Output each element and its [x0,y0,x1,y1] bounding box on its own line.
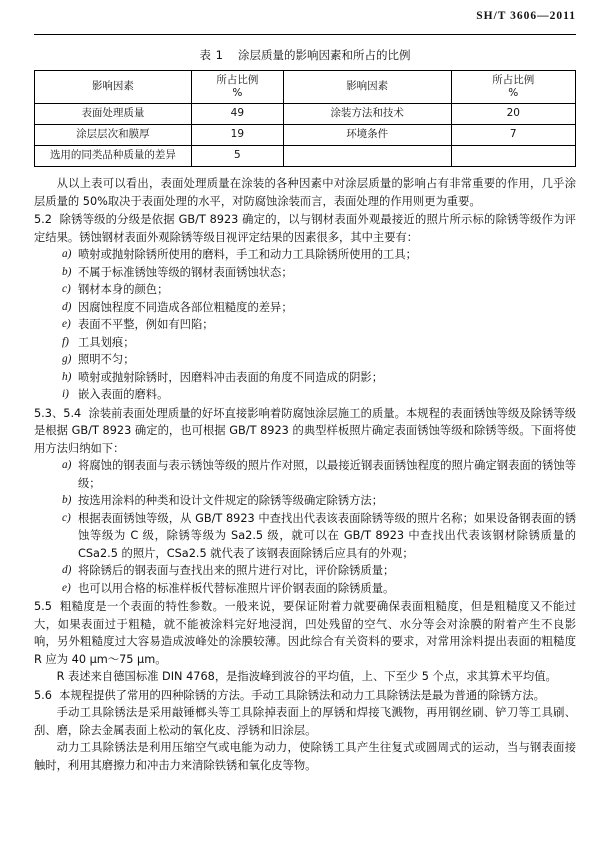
column-header-line2: % [232,87,243,99]
table-cell: 涂装方法和技术 [283,104,451,125]
table-cell: 19 [191,125,283,146]
list-item [34,580,576,598]
list-text: 将腐蚀的钢表面与表示锈蚀等级的照片作对照，以最接近钢表面锈蚀程度的照片确定钢表面的锈蚀等级； [78,459,576,490]
table-caption-label: 表 1 [199,48,224,62]
section-number: 5.2 [34,213,52,226]
list-marker: c) [62,283,71,295]
list-marker: e) [62,318,71,330]
table-header-row [35,71,576,104]
list-marker: g) [62,353,72,365]
paragraph-manual-tool: 手动工具除锈法是采用敲锤榔头等工具除掉表面上的厚锈和焊接飞溅物，再用钢丝刷、铲刀等工具刷、刮、磨，除去金属表面上松动的氧化皮、浮锈和旧涂层。 [34,706,576,737]
document-body [34,175,576,774]
paragraph-rz-definition [34,668,576,686]
column-header-line1: 所占比例 [492,73,535,86]
list-text: 工具划痕； [78,335,135,349]
column-header-line1: 影响因素 [91,80,134,93]
table-cell: 环境条件 [283,125,451,146]
list-item [34,246,576,264]
list-item [34,386,576,404]
list-text: 根据表面锈蚀等级，从 GB/T 8923 中查找出代表该表面除锈等级的照片名称；如果设备钢表面的锈蚀等级为 C 级，除锈等级为 Sa2.5 级，就可以在 GB/T 8923 中查找出代表该钢材除锈质量的CSa2.5 的照片，CSa2.5 就代表了该钢表面除锈后应具有的外观； [78,511,576,560]
table-cell: 49 [191,104,283,125]
list-text: 表面不平整，例如有凹陷； [78,318,214,331]
table-cell: 选用的同类品种质量的差异 [35,146,192,167]
list-item [34,334,576,352]
table-cell: 表面处理质量 [35,104,192,125]
column-header [35,71,192,104]
list-text: 也可以用合格的标准样板代替标准照片评价钢表面的除锈质量。 [78,581,395,595]
list-text: 嵌入表面的磨料。 [78,388,169,401]
table-row [35,104,576,125]
section-5-6 [34,687,576,705]
section-5-2 [34,211,576,246]
table-caption [34,47,576,63]
table-cell: 20 [451,104,575,125]
section-text: 涂装前表面处理质量的好坏直接影响着防腐蚀涂层施工的质量。本规程的表面锈蚀等级及除锈等级是根据 GB/T 8923 确定的，也可根据 GB/T 8923 的典型样板照片确定表面锈蚀等级和除锈等级。下面将使用方法归纳如下： [34,406,576,455]
section-5-5 [34,598,576,668]
list-marker: e) [62,581,71,594]
column-header [191,71,283,104]
list-marker: a) [62,248,72,260]
section-text: 本规程提供了常用的四种除锈的方法。手动工具除锈法和动力工具除锈法是最为普通的除锈方法。 [59,688,545,702]
list-item [34,369,576,387]
list-text: 按选用涂料的种类和设计文件规定的除锈等级确定除锈方法； [78,494,384,507]
table-cell: 涂层层次和膜厚 [35,125,192,146]
table-cell [283,146,451,167]
column-header [283,71,451,104]
list-item [34,281,576,299]
list-marker: c) [62,511,71,524]
section-number: 5.3、5.4 [34,406,82,420]
list-item [34,351,576,369]
list-text: 因腐蚀程度不同造成各部位粗糙度的差异； [78,300,293,314]
table-row [35,146,576,167]
section-number: 5.5 [34,600,52,613]
lettered-list-2 [34,457,576,597]
column-header-line1: 所占比例 [216,73,259,86]
list-item [34,457,576,492]
table-row [35,125,576,146]
list-text: 不属于标准锈蚀等级的钢材表面锈蚀状态； [78,265,293,279]
standard-code: SH/T 3606—2011 [476,10,576,22]
list-marker: f) [62,335,69,348]
list-item [34,562,576,580]
section-text: 除锈等级的分级是依据 GB/T 8923 确定的，以与钢材表面外观最接近的照片所示标的除锈等级作为评定结果。锈蚀钢材表面外观除锈等级目视评定结果的因素很多，其中主要有： [34,213,576,244]
list-text: 喷射或抛射除锈所使用的磨料，手工和动力工具除锈所使用的工具； [78,248,417,261]
list-marker: b) [62,265,72,278]
list-marker: b) [62,494,72,506]
section-number: 5.6 [34,688,52,702]
list-item [34,510,576,563]
list-item [34,299,576,317]
list-marker: a) [62,459,72,471]
list-text: 钢材本身的颜色； [78,283,169,296]
paragraph-intro: 从以上表可以看出，表面处理质量在涂装的各种因素中对涂层质量的影响占有非常重要的作用，几乎涂层质量的 50%取决于表面处理的水平，对防腐蚀涂装而言，表面处理的作用则更为重要。 [34,177,576,208]
factors-table [34,70,576,167]
list-item [34,316,576,334]
list-text: 喷射或抛射除锈时，因磨料冲击表面的角度不同造成的阴影； [78,370,384,384]
lettered-list-1 [34,246,576,404]
list-text: 将除锈后的钢表面与查找出来的照片进行对比，评价除锈质量； [78,564,395,577]
page-header [34,10,576,35]
column-header-line1: 影响因素 [346,80,389,93]
list-marker: i) [62,388,69,400]
list-marker: d) [62,564,72,576]
column-header-line2: % [508,87,519,99]
list-text: 照明不匀； [78,353,135,366]
list-marker: d) [62,300,72,313]
list-marker: h) [62,370,72,383]
paragraph-text: R 表述来自德国标准 DIN 4768，是指波峰到波谷的平均值，上、下至少 5 个点，求其算术平均值。 [56,670,557,683]
table-cell [451,146,575,167]
table-cell: 7 [451,125,575,146]
table-caption-title: 涂层质量的影响因素和所占的比例 [238,48,411,62]
table-cell: 5 [191,146,283,167]
list-item [34,492,576,510]
section-5-3-5-4 [34,405,576,458]
column-header [451,71,575,104]
list-item [34,264,576,282]
paragraph-power-tool: 动力工具除锈法是利用压缩空气或电能为动力，使除锈工具产生往复式或圆周式的运动，当与钢表面接触时，利用其磨擦力和冲击力来清除铁锈和氧化皮等物。 [34,741,576,772]
section-text: 粗糙度是一个表面的特性参数。一般来说，要保证附着力就要确保表面粗糙度，但是粗糙度又不能过大，如果表面过于粗糙，就不能被涂料完好地浸润，凹处残留的空气、水分等会对涂膜的附着产生不良影响，另外粗糙度过大容易造成波峰处的涂膜较薄。因此综合有关资料的要求，对常用涂料提出表面的粗糙度 R 应为 40 μm～75 μm。 [34,600,576,666]
